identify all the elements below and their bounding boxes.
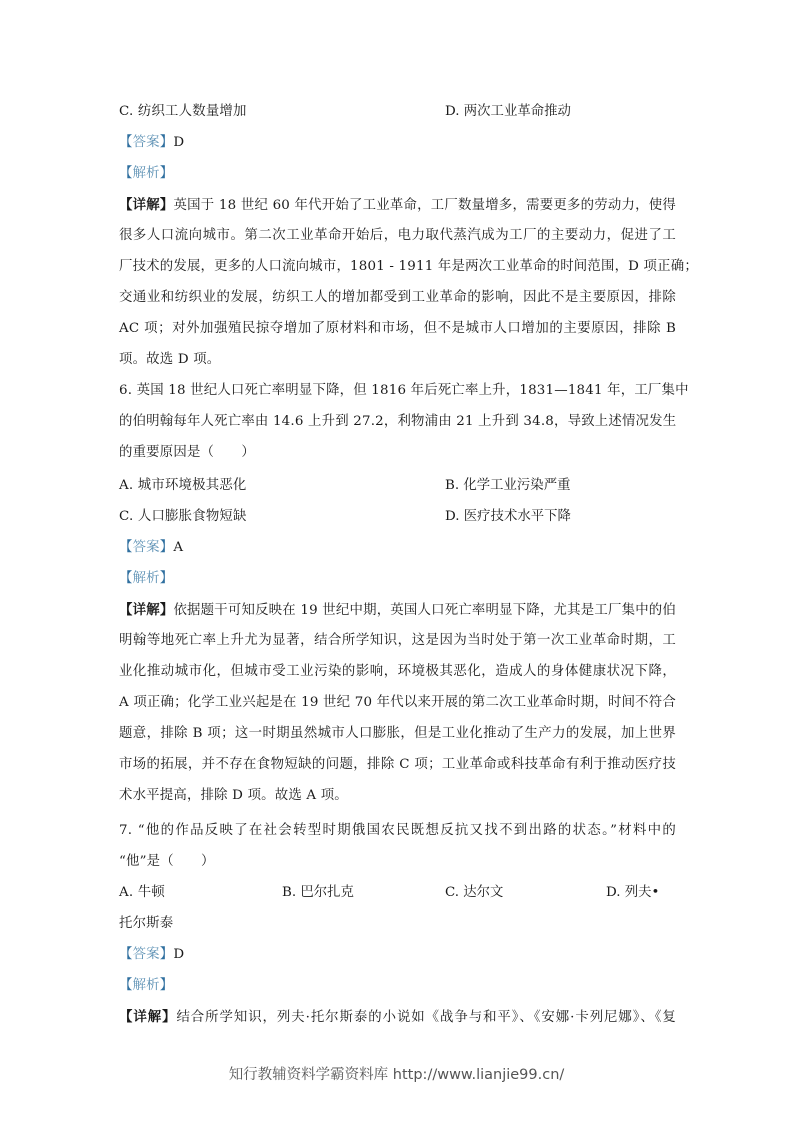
q6-answer [119,539,183,557]
q6-detail-line-5: 题意，排除 B 项；这一时期虽然城市人口膨胀，但是工业化推动了生产力的发展，加上世界 [119,726,676,741]
q7-stem-line-1: 7. “他的作品反映了在社会转型时期俄国农民既想反抗又找不到出路的状态。”材料中的 [119,823,676,838]
q6-option-b: B. 化学工业污染严重 [445,478,571,493]
q5-detail-line-5: AC 项；对外加强殖民掠夺增加了原材料和市场，但不是城市人口增加的主要原因，排除 B [119,321,676,336]
answer-tag: 【答案】 [119,135,174,150]
q5-detail-line-2: 很多人口流向城市。第二次工业革命开始后，电力取代蒸汽成为工厂的主要动力，促进了工 [119,228,676,243]
analysis-tag: 【解析】 [119,571,174,586]
q5-detail-line-6: 项。故选 D 项。 [119,352,221,367]
q6-detail-line-1: 【详解】依据题干可知反映在 19 世纪中期，英国人口死亡率明显下降，尤其是工厂集中的伯 [119,602,676,618]
q6-stem-line-1: 6. 英国 18 世纪人口死亡率明显下降，但 1816 年后死亡率上升，1831—1841 年，工厂集中 [119,383,689,398]
q6-option-a: A. 城市环境极其恶化 [119,478,247,493]
analysis-tag: 【解析】 [119,166,174,181]
q6-detail-line-4: A 项正确；化学工业兴起是在 19 世纪 70 年代以来开展的第二次工业革命时期，时间不符合 [119,695,676,710]
q7-option-d: D. 列夫• [606,885,660,900]
answer-value: D [173,135,185,150]
q5-analysis-heading [119,165,173,183]
q6-option-c: C. 人口膨胀食物短缺 [119,509,247,524]
q6-detail-line-3: 业化推动城市化，但城市受工业污染的影响，环境极其恶化，造成人的身体健康状况下降， [119,664,676,679]
detail-tag: 【详解】 [119,1009,177,1025]
q6-detail-line-6: 市场的拓展，并不存在食物短缺的问题，排除 C 项；工业革命或科技革命有利于推动医疗技 [119,757,676,772]
footer-watermark: 知行教辅资料学霸资料库 http://www.lianjie99.cn/ [228,1067,565,1083]
answer-value: A [173,540,184,555]
q7-stem-line-2: “他”是（ ） [119,854,215,869]
q5-detail-line-1: 【详解】英国于 18 世纪 60 年代开始了工业革命，工厂数量增多，需要更多的劳动力，使得 [119,197,677,213]
q7-option-b: B. 巴尔扎克 [282,885,354,900]
detail-tag: 【详解】 [119,197,174,213]
q5-detail-line-4: 交通业和纺织业的发展，纺织工人的增加都受到工业革命的影响，因此不是主要原因，排除 [119,290,676,305]
q7-detail-line-1: 【详解】结合所学知识，列夫·托尔斯泰的小说如《战争与和平》、《安娜·卡列尼娜》、《复 [119,1009,677,1025]
q7-analysis-heading [119,977,173,995]
q6-analysis-heading [119,570,173,588]
q7-answer [119,946,184,964]
q7-option-a: A. 牛顿 [119,885,165,900]
q7-option-d-continued: 托尔斯泰 [119,916,174,931]
q5-option-c: C. 纺织工人数量增加 [119,104,247,119]
q6-detail-line-2: 明翰等地死亡率上升尤为显著，结合所学知识，这是因为当时处于第一次工业革命时期，工 [119,633,676,648]
q5-answer [119,134,184,152]
answer-tag: 【答案】 [119,540,174,555]
q6-detail-line-7: 术水平提高，排除 D 项。故选 A 项。 [119,788,348,803]
q5-detail-line-3: 厂技术的发展，更多的人口流向城市，1801 - 1911 年是两次工业革命的时间范围，D 项正确； [119,259,698,274]
analysis-tag: 【解析】 [119,978,174,993]
answer-value: D [173,947,185,962]
q6-stem-line-2: 的伯明翰每年人死亡率由 14.6 上升到 27.2，利物浦由 21 上升到 34.8，导致上述情况发生 [119,414,677,429]
answer-tag: 【答案】 [119,947,174,962]
q7-option-c: C. 达尔文 [445,885,504,900]
q6-stem-line-3: 的重要原因是（ ） [119,445,255,460]
q6-option-d: D. 医疗技术水平下降 [445,509,571,524]
q5-option-d: D. 两次工业革命推动 [445,104,571,119]
detail-tag: 【详解】 [119,602,174,618]
